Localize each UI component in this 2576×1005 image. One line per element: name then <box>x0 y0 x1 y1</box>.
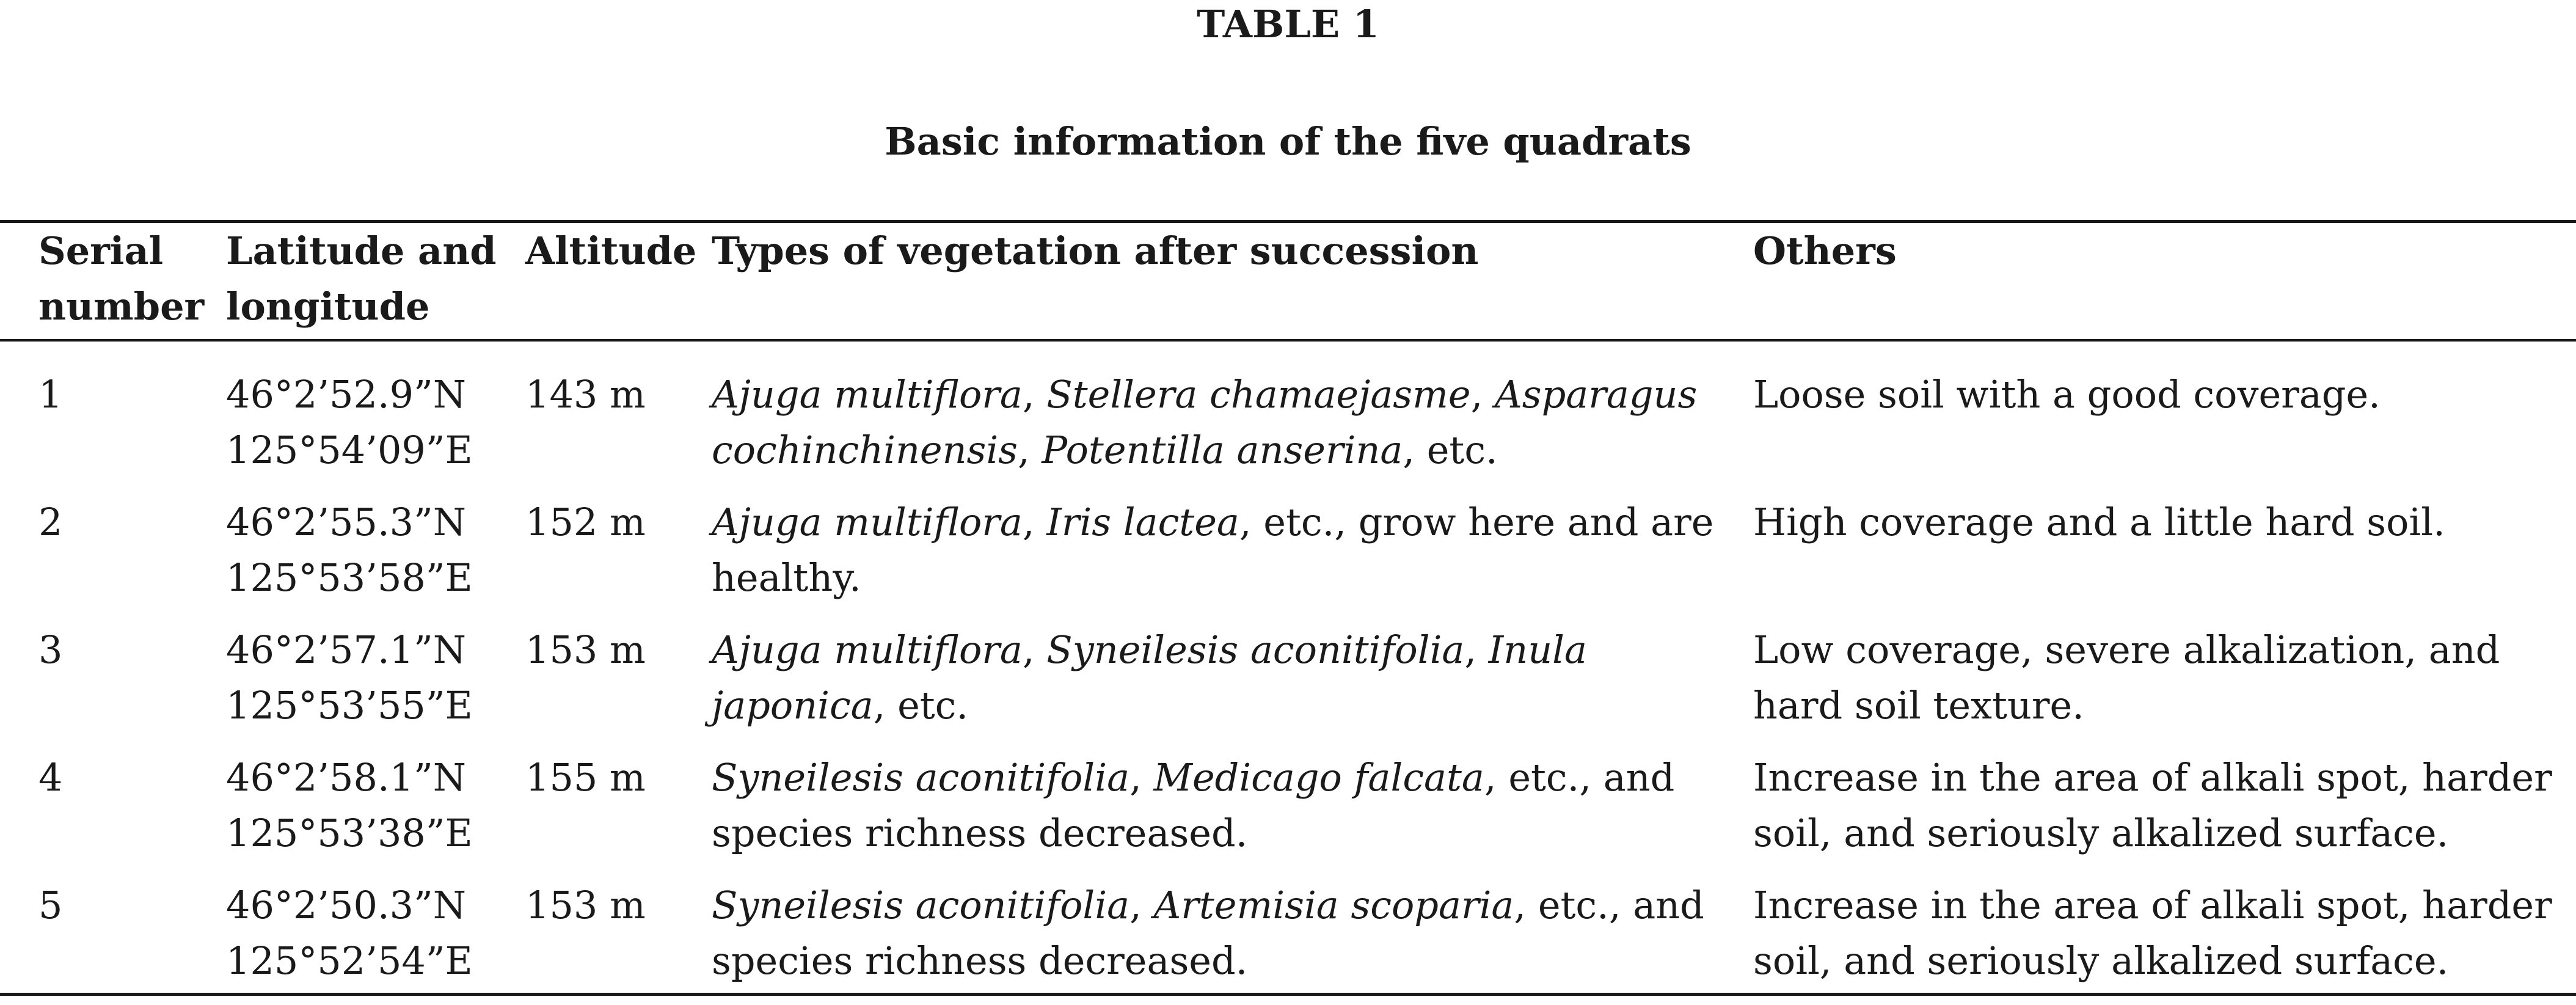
table-row <box>0 367 2576 494</box>
species-name: Ajuga multiflora <box>712 627 1023 672</box>
species-name: Syneilesis aconitifolia <box>712 755 1130 800</box>
column-header-altitude: Altitude <box>525 228 697 273</box>
longitude: 125°53’55”E <box>226 683 473 728</box>
cell-serial: 4 <box>38 755 63 800</box>
species-name: Artemisia scoparia <box>1153 883 1514 927</box>
cell-vegetation <box>712 750 1753 877</box>
cell-altitude: 155 m <box>525 755 646 800</box>
cell-others: Increase in the area of alkali spot, harder soil, and seriously alkalized surface. <box>1753 755 2552 855</box>
header-rule <box>0 339 2576 342</box>
vegetation-text: , <box>1464 627 1489 672</box>
vegetation-text: , etc., and species richness decreased. <box>712 883 1704 983</box>
cell-vegetation <box>712 494 1753 622</box>
species-name: Syneilesis aconitifolia <box>1046 627 1465 672</box>
cell-latlon <box>226 622 525 750</box>
column-header-latlon: Latitude and longitude <box>226 228 497 329</box>
vegetation-text: , <box>1022 500 1047 544</box>
cell-serial: 5 <box>38 883 63 927</box>
species-name: Syneilesis aconitifolia <box>712 883 1130 927</box>
table-header <box>0 223 2576 334</box>
longitude: 125°52’54”E <box>226 938 473 983</box>
latitude: 46°2’52.9”N <box>226 372 467 417</box>
latitude: 46°2’55.3”N <box>226 500 467 544</box>
cell-serial: 2 <box>38 500 63 544</box>
species-name: Iris lactea <box>1046 500 1239 544</box>
vegetation-text: , <box>1129 755 1154 800</box>
cell-latlon <box>226 877 525 1005</box>
vegetation-text: , <box>1017 428 1042 472</box>
table-body <box>0 367 2576 1005</box>
cell-others: Increase in the area of alkali spot, harder soil, and seriously alkalized surface. <box>1753 883 2552 983</box>
table-row <box>0 750 2576 877</box>
column-header-vegetation: Types of vegetation after succession <box>712 228 1479 273</box>
cell-others: High coverage and a little hard soil. <box>1753 500 2445 544</box>
table-row <box>0 622 2576 750</box>
species-name: Inula japonica <box>712 627 1587 728</box>
vegetation-text: , etc., grow here and are healthy. <box>712 500 1714 600</box>
cell-others: Low coverage, severe alkalization, and hard soil texture. <box>1753 627 2500 728</box>
species-name: Ajuga multiflora <box>712 500 1023 544</box>
longitude: 125°54’09”E <box>226 428 473 472</box>
cell-latlon <box>226 367 525 494</box>
cell-vegetation <box>712 367 1753 494</box>
latitude: 46°2’50.3”N <box>226 883 467 927</box>
cell-altitude: 153 m <box>525 883 646 927</box>
cell-serial: 3 <box>38 627 63 672</box>
latitude: 46°2’57.1”N <box>226 627 467 672</box>
cell-altitude: 153 m <box>525 627 646 672</box>
table-row <box>0 494 2576 622</box>
vegetation-text: , <box>1470 372 1495 417</box>
vegetation-text: , <box>1129 883 1154 927</box>
species-name: Asparagus cochinchinensis <box>712 372 1698 472</box>
vegetation-text: , etc. <box>1403 428 1498 472</box>
cell-vegetation <box>712 622 1753 750</box>
cell-latlon <box>226 750 525 877</box>
column-header-serial: Serial number <box>38 228 205 329</box>
table-row <box>0 877 2576 1005</box>
table-label: TABLE 1 <box>1197 2 1379 46</box>
species-name: Medicago falcata <box>1153 755 1484 800</box>
vegetation-text: , etc., and species richness decreased. <box>712 755 1675 855</box>
cell-altitude: 143 m <box>525 372 646 417</box>
cell-others: Loose soil with a good coverage. <box>1753 372 2381 417</box>
bottom-rule <box>0 993 2576 996</box>
species-name: Stellera chamaejasme <box>1046 372 1471 417</box>
vegetation-text: , <box>1022 372 1047 417</box>
cell-altitude: 152 m <box>525 500 646 544</box>
vegetation-text: , etc. <box>873 683 969 728</box>
cell-latlon <box>226 494 525 622</box>
vegetation-text: , <box>1022 627 1047 672</box>
latitude: 46°2’58.1”N <box>226 755 467 800</box>
column-header-others: Others <box>1753 228 1897 273</box>
cell-vegetation <box>712 877 1753 1005</box>
table-caption: Basic information of the five quadrats <box>885 119 1691 164</box>
longitude: 125°53’38”E <box>226 811 473 855</box>
species-name: Ajuga multiflora <box>712 372 1023 417</box>
species-name: Potentilla anserina <box>1042 428 1403 472</box>
longitude: 125°53’58”E <box>226 555 473 600</box>
cell-serial: 1 <box>38 372 63 417</box>
